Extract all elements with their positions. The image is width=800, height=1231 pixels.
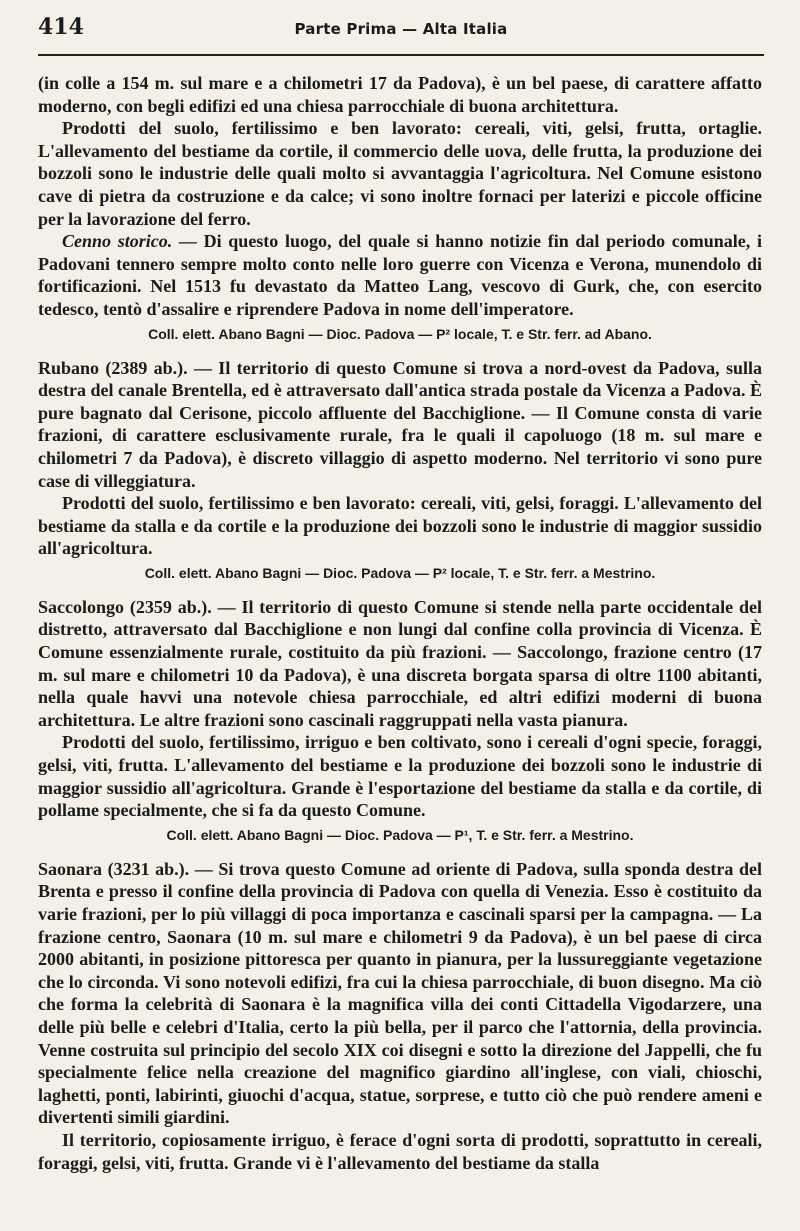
paragraph bbox=[38, 230, 762, 320]
footnote-line: Coll. elett. Abano Bagni — Dioc. Padova — P² locale, T. e Str. ferr. ad Abano. bbox=[148, 325, 652, 342]
running-head: Parte Prima — Alta Italia bbox=[294, 20, 508, 38]
paragraph: Prodotti del suolo, fertilissimo e ben lavorato: cereali, viti, gelsi, foraggi. L'allevamento del bestiame da stalla e da cortile e la produzione dei bozzoli sono le industrie di maggior sussidio all'agricoltura. bbox=[38, 493, 762, 559]
page-header bbox=[38, 14, 764, 40]
section-lead: Cenno storico. bbox=[62, 231, 173, 252]
header-rule bbox=[38, 54, 764, 56]
footnote-line: Coll. elett. Abano Bagni — Dioc. Padova — P¹, T. e Str. ferr. a Mestrino. bbox=[166, 826, 634, 843]
paragraph-text: — Di questo luogo, del quale si hanno notizie fin dal periodo comunale, i Padovani tennero sempre molto conto nelle loro guerre con Vicenza e Verona, munendolo di fortificazioni. Nel 1513 fu devastato da Matteo Lang, vescovo di Gurk, che, con esercito tedesco, tentò d'assalire e riprendere Padova in nome dell'imperatore. bbox=[38, 231, 762, 319]
paragraph: Prodotti del suolo, fertilissimo e ben lavorato: cereali, viti, gelsi, frutta, ortaglie. L'allevamento del bestiame da cortile, il commercio delle uova, delle frutta, la produzione dei bozzoli sono le industrie delle quali molto si avvantaggia l'agricoltura. Nel Comune esistono cave di pietra da costruzione e da calce; vi sono inoltre fornaci per laterizi e piccole officine per la lavorazione del ferro. bbox=[38, 118, 762, 229]
paragraph: (in colle a 154 m. sul mare e a chilometri 17 da Padova), è un bel paese, di carattere affatto moderno, con begli edifizi ed una chiesa parrocchiale di buona architettura. bbox=[38, 73, 762, 116]
paragraph: Saonara (3231 ab.). — Si trova questo Comune ad oriente di Padova, sulla sponda destra del Brenta e presso il confine della provincia di Padova con quella di Venezia. Esso è costituito da varie frazioni, per lo più villaggi di poca importanza e cascinali sparsi per la campagna. — La frazione centro, Saonara (10 m. sul mare e chilometri 9 da Padova), è un bel paese di circa 2000 abitanti, in posizione pittoresca per quanto in pianura, per la lussureggiante vegetazione che lo circonda. Vi sono notevoli edifizi, fra cui la chiesa parrocchiale, di buon disegno. Ma ciò che forma la celebrità di Saonara è la magnifica villa dei conti Cittadella Vigodarzere, una delle più belle e celebri d'Italia, certo la più bella, per il parco che l'attornia, della provincia. Venne costruita sul principio del secolo XIX coi disegni e sotto la direzione del Jappelli, che fu specialmente felice nella creazione del magnifico giardino all'inglese, con viali, chioschi, laghetti, ponti, labirinti, giuochi d'acqua, statue, sorprese, e tutto ciò che può rendere ameni e divertenti simili giardini. bbox=[38, 858, 762, 1128]
paragraph: Rubano (2389 ab.). — Il territorio di questo Comune si trova a nord-ovest da Padova, sulla destra del canale Brentella, ed è attraversato dall'antica strada postale da Vicenza a Padova. È pure bagnato dal Cerisone, piccolo affluente del Bacchiglione. — Il Comune consta di varie frazioni, di carattere esclusivamente rurale, fra le quali il capoluogo (18 m. sul mare e chilometri 7 da Padova), è discreto villaggio di aspetto moderno. Nel territorio vi sono pure case di villeggiatura. bbox=[38, 357, 762, 491]
paragraph: Saccolongo (2359 ab.). — Il territorio di questo Comune si stende nella parte occidentale del distretto, attraversato dal Bacchiglione e non lungi dal confine colla provincia di Vicenza. È Comune essenzialmente rurale, costituito da più frazioni. — Saccolongo, frazione centro (17 m. sul mare e chilometri 10 da Padova), è una discreta borgata sparsa di oltre 1100 abitanti, nella quale havvi una notevole chiesa parrocchiale, ed altri edifizi moderni di buona architettura. Le altre frazioni sono cascinali raggruppati nella vasta pianura. bbox=[38, 596, 762, 730]
page-number: 414 bbox=[38, 14, 84, 40]
paragraph: Il territorio, copiosamente irriguo, è ferace d'ogni sorta di prodotti, soprattutto in cereali, foraggi, gelsi, viti, frutta. Grande vi è l'allevamento del bestiame da stalla bbox=[38, 1129, 762, 1173]
page-body bbox=[38, 72, 762, 1174]
paragraph: Prodotti del suolo, fertilissimo, irriguo e ben coltivato, sono i cereali d'ogni specie, foraggi, gelsi, viti, frutta. L'allevamento del bestiame e la produzione dei bozzoli sono le industrie di maggior sussidio all'agricoltura. Grande è l'esportazione del bestiame da stalla e da cortile, di pollame specialmente, che si fa da questo Comune. bbox=[38, 732, 762, 821]
footnote-line: Coll. elett. Abano Bagni — Dioc. Padova — P² locale, T. e Str. ferr. a Mestrino. bbox=[144, 564, 656, 581]
